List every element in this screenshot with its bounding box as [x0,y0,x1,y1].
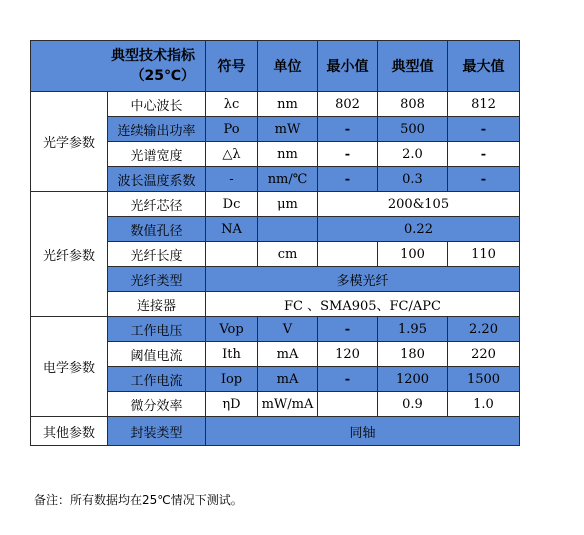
row-name: 中心波长 [108,92,206,117]
row-name: 阈值电流 [108,342,206,367]
header-param-sub: （25℃） [130,68,195,84]
row-name: 工作电流 [108,367,206,392]
row-typ: 808 [378,92,448,117]
row-unit: cm [258,242,318,267]
row-min [318,392,378,417]
row-symbol: ηD [206,392,258,417]
row-unit: nm [258,92,318,117]
row-merged-value: 200&105 [318,192,520,217]
row-unit: nm [258,142,318,167]
row-typ: 0.9 [378,392,448,417]
row-max: 1500 [448,367,520,392]
row-min: - [318,317,378,342]
row-symbol: Dc [206,192,258,217]
row-unit: mA [258,367,318,392]
row-min: 120 [318,342,378,367]
row-typ: 500 [378,117,448,142]
footnote: 备注：所有数据均在25℃情况下测试。 [34,493,243,507]
row-typ: 180 [378,342,448,367]
row-name: 连接器 [108,292,206,317]
row-typ: 1200 [378,367,448,392]
row-name: 光谱宽度 [108,142,206,167]
row-merged-value: FC 、SMA905、FC/APC [206,292,520,317]
row-name: 数值孔径 [108,217,206,242]
header-param [31,41,206,92]
row-merged-value: 同轴 [206,417,520,446]
row-merged-value: 0.22 [318,217,520,242]
row-max: 220 [448,342,520,367]
row-name: 封装类型 [108,417,206,446]
row-unit: mW/mA [258,392,318,417]
row-unit: nm/℃ [258,167,318,192]
row-symbol: Po [206,117,258,142]
table-header-row [31,41,520,92]
header-symbol: 符号 [206,41,258,92]
row-max: 1.0 [448,392,520,417]
header-param-title: 典型技术指标 [111,48,195,64]
row-max: - [448,142,520,167]
row-symbol: Iop [206,367,258,392]
row-typ: 100 [378,242,448,267]
row-name: 光纤类型 [108,267,206,292]
row-unit: mA [258,342,318,367]
row-min: - [318,167,378,192]
row-min: - [318,142,378,167]
row-max: 812 [448,92,520,117]
row-name: 微分效率 [108,392,206,417]
row-max: - [448,117,520,142]
row-unit [258,217,318,242]
row-min: - [318,117,378,142]
row-max: 2.20 [448,317,520,342]
row-max: 110 [448,242,520,267]
row-symbol: △λ [206,142,258,167]
row-symbol: - [206,167,258,192]
table-row [31,192,520,217]
row-symbol: NA [206,217,258,242]
group-other: 其他参数 [31,417,108,446]
header-typ: 典型值 [378,41,448,92]
row-symbol: Vop [206,317,258,342]
header-unit: 单位 [258,41,318,92]
row-name: 波长温度系数 [108,167,206,192]
row-name: 光纤芯径 [108,192,206,217]
table-row [31,92,520,117]
row-min: - [318,367,378,392]
row-min [318,242,378,267]
header-min: 最小值 [318,41,378,92]
row-merged-value: 多模光纤 [206,267,520,292]
row-typ: 2.0 [378,142,448,167]
table-row [31,417,520,446]
row-typ: 1.95 [378,317,448,342]
row-symbol: Ith [206,342,258,367]
group-electrical: 电学参数 [31,317,108,417]
row-min: 802 [318,92,378,117]
spec-table [30,40,520,446]
row-unit: V [258,317,318,342]
row-typ: 0.3 [378,167,448,192]
row-name: 光纤长度 [108,242,206,267]
row-symbol: λc [206,92,258,117]
table-row [31,317,520,342]
row-name: 工作电压 [108,317,206,342]
header-max: 最大值 [448,41,520,92]
row-unit: μm [258,192,318,217]
row-name: 连续输出功率 [108,117,206,142]
group-fiber: 光纤参数 [31,192,108,317]
row-symbol [206,242,258,267]
row-max: - [448,167,520,192]
row-unit: mW [258,117,318,142]
group-optical: 光学参数 [31,92,108,192]
